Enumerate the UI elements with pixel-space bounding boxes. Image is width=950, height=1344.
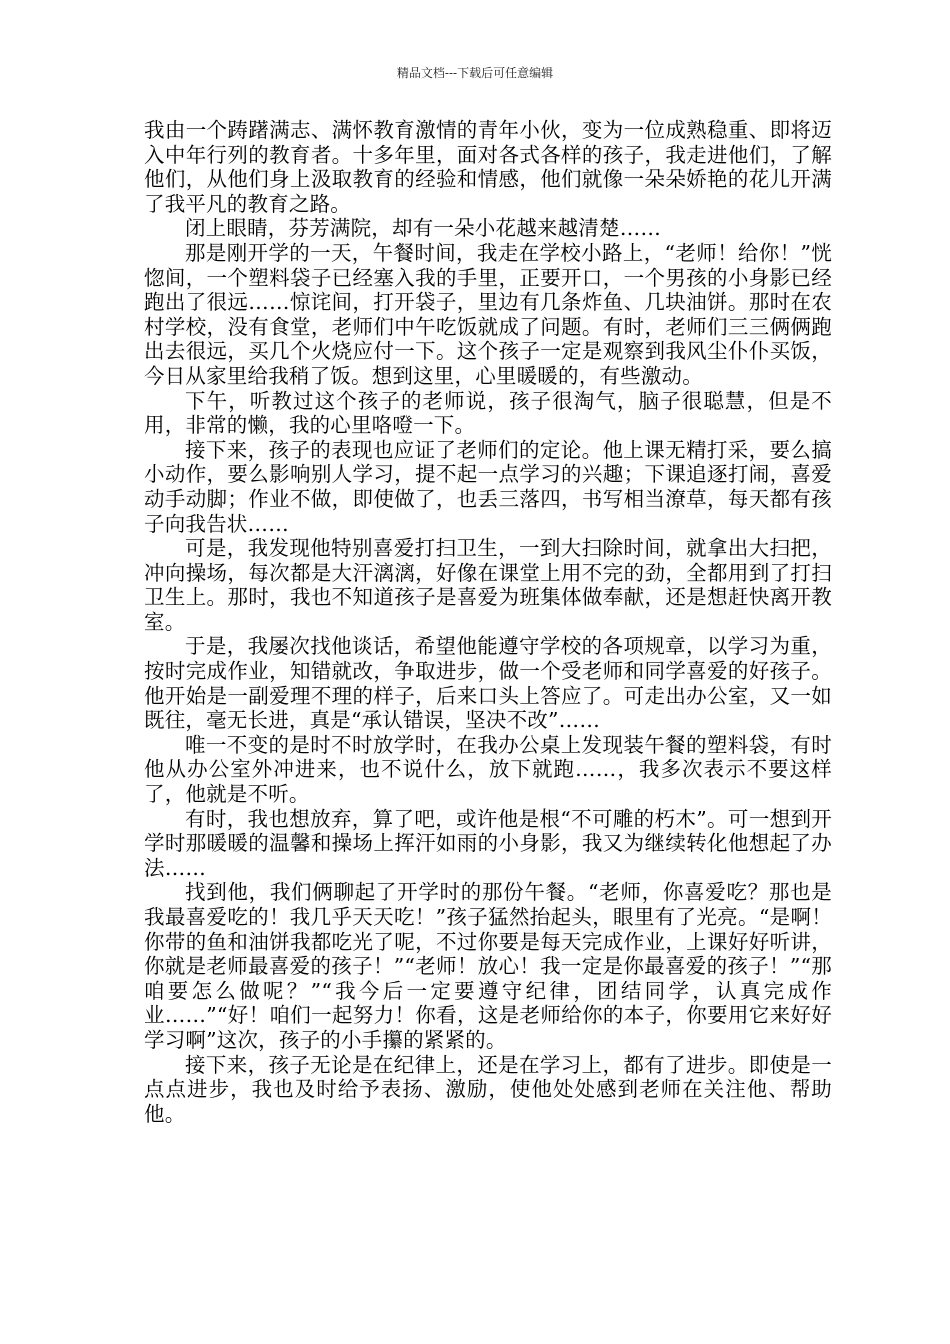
- paragraph: 闭上眼睛，芬芳满院，却有一朵小花越来越清楚……: [185, 216, 662, 241]
- paragraph: 有时，我也想放弃，算了吧，或许他是根“不可雕的朽木”。可一想到开学时那暖暖的温馨和操场上挥汗如雨的小身影，我又为继续转化他想起了办法……: [144, 806, 832, 880]
- page-header: 精品文档---下载后可任意编辑: [396, 66, 554, 80]
- paragraph: 可是，我发现他特别喜爱打扫卫生，一到大扫除时间，就拿出大扫把，冲向操场，每次都是大汗漓漓，好像在课堂上用不完的劲，全都用到了打扫卫生上。那时，我也不知道孩子是喜爱为班集体做奉献，还是想赶快离开教室。: [144, 536, 832, 634]
- document-body: [144, 118, 832, 1126]
- paragraph: 唯一不变的是时不时放学时，在我办公桌上发现装午餐的塑料袋，有时他从办公室外冲进来，也不说什么，放下就跑……，我多次表示不要这样了，他就是不听。: [144, 732, 832, 807]
- paragraph: 接下来，孩子无论是在纪律上，还是在学习上，都有了进步。即使是一点点进步，我也及时给予表扬、激励，使他处处感到老师在关注他、帮助他。: [144, 1052, 832, 1126]
- paragraph: 找到他，我们俩聊起了开学时的那份午餐。“老师，你喜爱吃？那也是我最喜爱吃的！我几乎天天吃！”孩子猛然抬起头，眼里有了光亮。“是啊！你带的鱼和油饼我都吃光了呢，不过你要是每天完成作业，上课好好听讲，你就是老师最喜爱的孩子！”“老师！放心！我一定是你最喜爱的孩子！”“那咱要怎么做呢？”“我今后一定要遵守纪律，团结同学，认真完成作业……”“好！咱们一起努力！你看，这是老师给你的本子，你要用它来好好学习啊”这次，孩子的小手攥的紧紧的。: [144, 880, 832, 1052]
- paragraph: 那是刚开学的一天，午餐时间，我走在学校小路上，“老师！给你！”恍惚间，一个塑料袋子已经塞入我的手里，正要开口，一个男孩的小身影已经跑出了很远……惊诧间，打开袋子，里边有几条炸鱼、几块油饼。那时在农村学校，没有食堂，老师们中午吃饭就成了问题。有时，老师们三三俩俩跑出去很远，买几个火烧应付一下。这个孩子一定是观察到我风尘仆仆买饭，今日从家里给我稍了饭。想到这里，心里暖暖的，有些激动。: [144, 240, 832, 388]
- paragraph: 我由一个踌躇满志、满怀教育激情的青年小伙，变为一位成熟稳重、即将迈入中年行列的教育者。十多年里，面对各式各样的孩子，我走进他们，了解他们，从他们身上汲取教育的经验和情感，他们就像一朵朵娇艳的花儿开满了我平凡的教育之路。: [144, 118, 832, 216]
- paragraph: 接下来，孩子的表现也应证了老师们的定论。他上课无精打采，要么搞小动作，要么影响别人学习，提不起一点学习的兴趣；下课追逐打闹，喜爱动手动脚；作业不做，即使做了，也丢三落四，书写相当潦草，每天都有孩子向我告状……: [144, 437, 832, 536]
- paragraph: 于是，我屡次找他谈话，希望他能遵守学校的各项规章，以学习为重，按时完成作业，知错就改，争取进步，做一个受老师和同学喜爱的好孩子。他开始是一副爱理不理的样子，后来口头上答应了。可走出办公室，又一如既往，毫无长进，真是“承认错误，坚决不改”……: [144, 634, 832, 733]
- paragraph: 下午，听教过这个孩子的老师说，孩子很淘气，脑子很聪慧，但是不用，非常的懒，我的心里咯噔一下。: [144, 388, 832, 438]
